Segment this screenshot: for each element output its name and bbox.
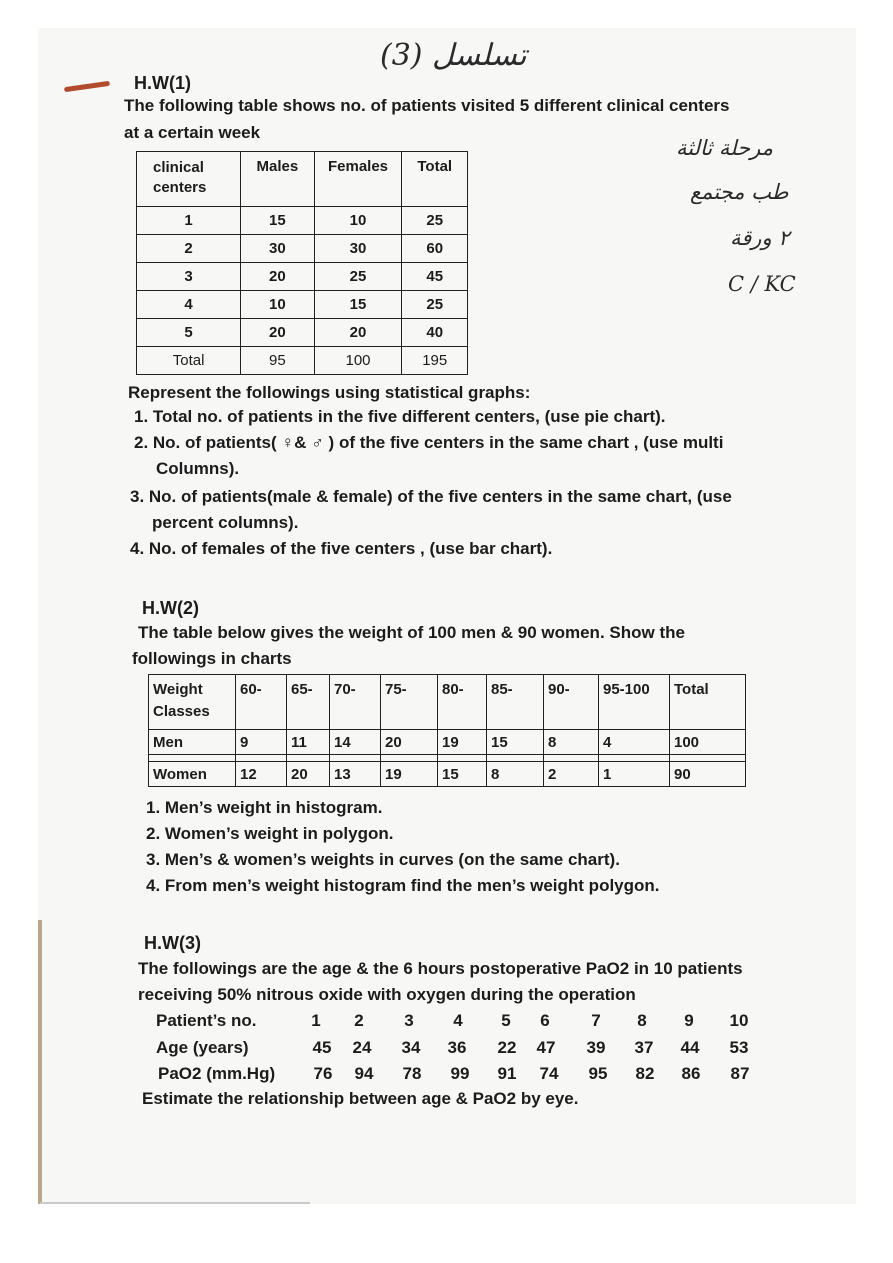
value-cell: 39 <box>586 1038 606 1057</box>
header-cell: Females <box>314 152 402 207</box>
row-label: PaO2 (mm.Hg) <box>158 1064 276 1083</box>
handwritten-title: (3) تسلسل <box>380 38 527 73</box>
hw2-task: 3. Men’s & women’s weights in curves (on the same chart). <box>146 850 620 869</box>
header-cell: Total <box>670 675 746 730</box>
table-row <box>137 235 468 263</box>
table-cell: 4 <box>599 730 670 755</box>
row-label: Patient’s no. <box>156 1011 257 1030</box>
value-cell: 94 <box>354 1064 374 1083</box>
value-cell: 1 <box>311 1011 321 1030</box>
handwritten-note: C / KC <box>728 272 796 296</box>
table-cell: 20 <box>381 730 438 755</box>
table-cell: 30 <box>314 235 402 263</box>
header-cell: 70- <box>330 675 381 730</box>
table-cell: 1 <box>599 762 670 787</box>
value-cell: 45 <box>312 1038 332 1057</box>
value-cell: 53 <box>729 1038 749 1057</box>
table-cell: 20 <box>314 319 402 347</box>
table-cell: 15 <box>487 730 544 755</box>
table-cell: 4 <box>137 291 241 319</box>
value-cell: 7 <box>591 1011 601 1030</box>
header-cell: 90- <box>544 675 599 730</box>
binding-edge <box>38 920 42 1204</box>
table-cell: 20 <box>241 319 314 347</box>
value-cell: 10 <box>729 1011 749 1030</box>
table-cell: 40 <box>402 319 468 347</box>
table-cell: 15 <box>241 207 314 235</box>
hw2-intro-line2: followings in charts <box>132 649 292 668</box>
value-cell: 22 <box>497 1038 517 1057</box>
hw1-intro-line1: The following table shows no. of patients visited 5 different clinical centers <box>124 96 730 115</box>
hw1-title: H.W(1) <box>134 73 191 93</box>
table-cell: 25 <box>402 207 468 235</box>
value-cell: 2 <box>354 1011 364 1030</box>
table-cell: 195 <box>402 347 468 375</box>
hw1-task: 3. No. of patients(male & female) of the five centers in the same chart, (use <box>130 487 732 506</box>
header-cell <box>149 675 236 730</box>
table-cell: 90 <box>670 762 746 787</box>
value-cell: 86 <box>681 1064 701 1083</box>
table-cell: 11 <box>287 730 330 755</box>
value-cell: 4 <box>453 1011 463 1030</box>
value-cell: 36 <box>447 1038 467 1057</box>
value-cell: 8 <box>637 1011 647 1030</box>
header-cell: 75- <box>381 675 438 730</box>
table-row <box>137 207 468 235</box>
value-cell: 87 <box>730 1064 750 1083</box>
hw1-task: 1. Total no. of patients in the five different centers, (use pie chart). <box>134 407 666 426</box>
table-cell: 60 <box>402 235 468 263</box>
table-cell: 19 <box>438 730 487 755</box>
value-cell: 47 <box>536 1038 556 1057</box>
value-cell: 78 <box>402 1064 422 1083</box>
value-cell: 34 <box>401 1038 421 1057</box>
table-cell: 14 <box>330 730 381 755</box>
hw1-tasks-title: Represent the followings using statistical graphs: <box>128 383 531 402</box>
table-cell: 8 <box>544 730 599 755</box>
value-cell: 3 <box>404 1011 414 1030</box>
table-row <box>137 291 468 319</box>
table-header-row <box>137 152 468 207</box>
value-cell: 95 <box>588 1064 608 1083</box>
table-cell: 10 <box>241 291 314 319</box>
hw2-weight-table <box>148 674 746 787</box>
hw2-intro-line1: The table below gives the weight of 100 men & 90 women. Show the <box>138 623 685 642</box>
table-row <box>137 319 468 347</box>
table-cell: 9 <box>236 730 287 755</box>
value-cell: 6 <box>540 1011 550 1030</box>
header-cell <box>137 152 241 207</box>
header-cell: Males <box>241 152 314 207</box>
value-cell: 76 <box>313 1064 333 1083</box>
value-cell: 99 <box>450 1064 470 1083</box>
handwritten-note: طب مجتمع <box>690 180 789 204</box>
header-cell: 60- <box>236 675 287 730</box>
table-row-men <box>149 730 746 755</box>
table-cell: 2 <box>137 235 241 263</box>
header-cell: 65- <box>287 675 330 730</box>
header-cell: Total <box>402 152 468 207</box>
hw2-task: 1. Men’s weight in histogram. <box>146 798 383 817</box>
hw3-intro-line2: receiving 50% nitrous oxide with oxygen during the operation <box>138 985 636 1004</box>
handwritten-note: ٢ ورقة <box>730 226 790 250</box>
hw3-closing: Estimate the relationship between age & PaO2 by eye. <box>142 1089 579 1108</box>
table-row-women <box>149 762 746 787</box>
value-cell: 9 <box>684 1011 694 1030</box>
hw2-title: H.W(2) <box>142 598 199 618</box>
table-cell: 3 <box>137 263 241 291</box>
table-cell: 19 <box>381 762 438 787</box>
table-spacer <box>149 755 746 762</box>
table-cell: 15 <box>314 291 402 319</box>
value-cell: 24 <box>352 1038 372 1057</box>
value-cell: 37 <box>634 1038 654 1057</box>
table-cell: 25 <box>314 263 402 291</box>
table-cell: 25 <box>402 291 468 319</box>
hw1-task-cont: Columns). <box>156 459 240 478</box>
hw3-intro-line1: The followings are the age & the 6 hours postoperative PaO2 in 10 patients <box>138 959 743 978</box>
table-cell: 10 <box>314 207 402 235</box>
header-classes: Classes <box>153 703 210 720</box>
hw1-intro-line2: at a certain week <box>124 123 261 142</box>
table-header-row <box>149 675 746 730</box>
value-cell: 44 <box>680 1038 700 1057</box>
table-cell: 100 <box>314 347 402 375</box>
table-cell: 100 <box>670 730 746 755</box>
hw1-task: 2. No. of patients( ♀& ♂ ) of the five centers in the same chart , (use multi <box>134 433 724 452</box>
table-cell: 20 <box>241 263 314 291</box>
table-cell: 20 <box>287 762 330 787</box>
table-cell: 8 <box>487 762 544 787</box>
header-centers: centers <box>153 179 207 196</box>
hw1-centers-table <box>136 151 468 375</box>
table-cell: 2 <box>544 762 599 787</box>
row-label: Women <box>149 762 236 787</box>
value-cell: 82 <box>635 1064 655 1083</box>
value-cell: 74 <box>539 1064 559 1083</box>
table-row <box>137 263 468 291</box>
hw1-task-cont: percent columns). <box>152 513 299 532</box>
row-label: Men <box>149 730 236 755</box>
table-cell: 5 <box>137 319 241 347</box>
hw2-task: 4. From men’s weight histogram find the men’s weight polygon. <box>146 876 660 895</box>
header-cell: 85- <box>487 675 544 730</box>
table-cell: 45 <box>402 263 468 291</box>
table-cell: 15 <box>438 762 487 787</box>
table-cell: 30 <box>241 235 314 263</box>
hw2-task: 2. Women’s weight in polygon. <box>146 824 394 843</box>
table-cell: 12 <box>236 762 287 787</box>
hw1-task: 4. No. of females of the five centers , (use bar chart). <box>130 539 553 558</box>
header-cell: 95-100 <box>599 675 670 730</box>
table-cell: 13 <box>330 762 381 787</box>
value-cell: 91 <box>497 1064 517 1083</box>
table-cell: 1 <box>137 207 241 235</box>
page-bottom-rule <box>40 1202 310 1204</box>
handwritten-note: مرحلة ثالثة <box>676 136 773 160</box>
header-clinical: clinical <box>153 159 204 176</box>
table-cell: Total <box>137 347 241 375</box>
table-cell: 95 <box>241 347 314 375</box>
table-total-row <box>137 347 468 375</box>
row-label: Age (years) <box>156 1038 249 1057</box>
header-cell: 80- <box>438 675 487 730</box>
hw3-title: H.W(3) <box>144 933 201 953</box>
value-cell: 5 <box>501 1011 511 1030</box>
header-weight: Weight <box>153 681 203 698</box>
